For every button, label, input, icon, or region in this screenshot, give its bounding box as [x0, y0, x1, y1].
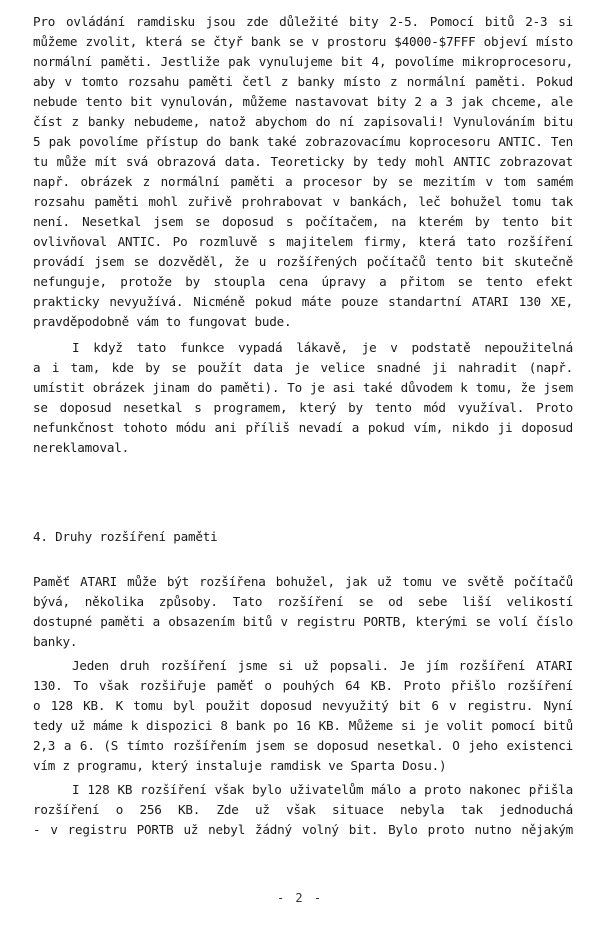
text-line: vím z programu, který instaluje ramdisk ve Sparta Dosu.) [33, 758, 447, 773]
text-line: 5 pak povolíme přístup do bank také zobrazovacímu koprocesoru ANTIC. Ten [33, 134, 573, 149]
text-line: číst z banky nebudeme, natož abychom do ní zapisovali! Vynulováním bitu [33, 114, 573, 129]
text-line: např. obrázek z normální paměti a procesor by se mezitím v tom samém [33, 174, 573, 189]
text-line: 2,3 a 6. (S tímto rozšířením jsem se doposud nesetkal. O jeho existenci [33, 738, 573, 753]
text-line: Jeden druh rozšíření jsme si už popsali. Je jím rozšíření ATARI [72, 658, 573, 673]
text-line: banky. [33, 634, 78, 649]
text-line: tu může mít svá obrazová data. Teoreticky by tedy mohl ANTIC zobrazovat [33, 154, 573, 169]
text-line: Paměť ATARI může být rozšířena bohužel, jak už tomu ve světě počítačů [33, 574, 573, 589]
text-line: a i tam, kde by se použít data je velice snadné ji nahradit (např. [33, 360, 573, 375]
text-line: ovlivňoval ANTIC. Po rozmluvě s majitelem firmy, která tato rozšíření [33, 234, 573, 249]
text-line: nefunkčnost tohoto módu ani příliš nevadí a pokud vím, nikdo ji doposud [33, 420, 573, 435]
text-line: můžeme zvolit, která se čtyř bank se v prostoru $4000-$7FFF objeví místo [33, 34, 573, 49]
text-line: nereklamoval. [33, 440, 129, 455]
text-line: dostupné paměti a obsazením bitů v registru PORTB, kterými se volí číslo [33, 614, 573, 629]
text-line: se doposud nesetkal s programem, který by tento mód využíval. Proto [33, 400, 573, 415]
text-line: tedy už máme k dispozici 8 bank po 16 KB. Můžeme si je volit pomocí bitů [33, 718, 573, 733]
text-line: nefunguje, protože by stoupla cena úpravy a přitom se tento efekt [33, 274, 573, 289]
text-line: pravděpodobně vám to fungovat bude. [33, 314, 292, 329]
section-heading: 4. Druhy rozšíření paměti [33, 529, 218, 544]
text-line: bývá, několika způsoby. Tato rozšíření se od sebe liší velikostí [33, 594, 573, 609]
text-line: nebude tento bit vynulován, můžeme nastavovat bity 2 a 3 jak chceme, ale [33, 94, 573, 109]
text-line: o 128 KB. K tomu byl použit doposud nevyužitý bit 6 v registru. Nyní [33, 698, 573, 713]
text-line: I když tato funkce vypadá lákavě, je v podstatě nepoužitelná [72, 340, 573, 355]
text-line: aby v tomto rozsahu paměti četl z banky místo z normální paměti. Pokud [33, 74, 573, 89]
text-line: Pro ovládání ramdisku jsou zde důležité bity 2-5. Pomocí bitů 2-3 si [33, 14, 573, 29]
text-line: provádí jsem se dozvěděl, že u rozšířených počítačů tento bit skutečně [33, 254, 573, 269]
text-line: prakticky nevyužívá. Nicméně pokud máte pouze standartní ATARI 130 XE, [33, 294, 573, 309]
text-line: rozšíření o 256 KB. Zde už však situace nebyla tak jednoduchá [33, 802, 573, 817]
text-line: normální paměti. Jestliže pak vynulujeme bit 4, povolíme mikroprocesoru, [33, 54, 573, 69]
text-line: není. Nesetkal jsem se doposud s počítačem, na kterém by tento bit [33, 214, 573, 229]
text-line: - v registru PORTB už nebyl žádný volný bit. Bylo proto nutno nějakým [33, 822, 573, 837]
text-line: umístit obrázek jinam do paměti). To je asi také důvodem k tomu, že jsem [33, 380, 573, 395]
page-number: - 2 - [276, 891, 324, 905]
text-line: 130. To však rozšiřuje paměť o pouhých 64 KB. Proto přišlo rozšíření [33, 678, 573, 693]
text-line: I 128 KB rozšíření však bylo uživatelům málo a proto nakonec přišla [72, 782, 573, 797]
text-line: rozsahu paměti mohl zuřivě prohrabovat v bankách, leč bohužel tomu tak [33, 194, 573, 209]
